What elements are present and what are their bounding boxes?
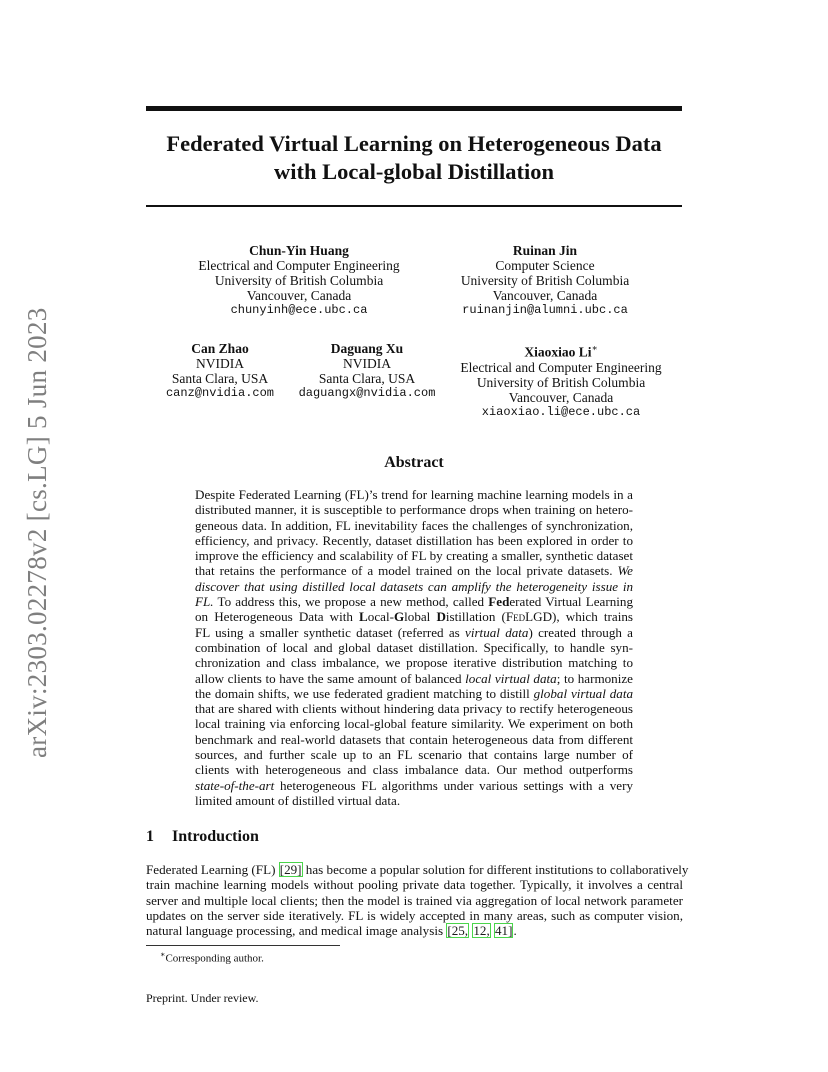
intro-line: server and multiple local clients; then the model is trained via aggregation of local network parameter xyxy=(146,892,683,908)
author-affiliation: University of British Columbia xyxy=(476,374,646,390)
author-name: Xiaoxiao Li∗ xyxy=(524,343,598,360)
author-location: Vancouver, Canada xyxy=(246,288,352,303)
author-affiliation: Electrical and Computer Engineering xyxy=(198,258,400,273)
author-affiliation: University of British Columbia xyxy=(214,273,384,288)
author-block-zhao xyxy=(160,341,280,401)
abstract-body xyxy=(195,487,633,808)
abstract-line: the domain shifts, we use federated gradient matching to distill global virtual data xyxy=(195,685,634,701)
abstract-line: that retains the performance of a model trained on the local private datasets. We xyxy=(195,563,633,579)
arxiv-identifier-stamp: arXiv:2303.02278v2 [cs.LG] 5 Jun 2023 xyxy=(22,307,52,758)
abstract-line: clients with heterogeneous and class imbalance data. Our method outperforms xyxy=(195,762,633,778)
footnote-mark: ∗ xyxy=(160,950,166,959)
abstract-line: FL using a smaller synthetic dataset (referred as virtual data) created through a xyxy=(195,624,633,640)
section-heading-introduction xyxy=(146,828,259,846)
introduction-paragraph xyxy=(146,862,689,939)
preprint-notice: Preprint. Under review. xyxy=(146,991,259,1005)
author-block-jin xyxy=(452,243,638,318)
abstract-line: on Heterogeneous Data with Local-Global Distillation (FedLGD), which trains xyxy=(195,609,633,625)
author-email: canz@nvidia.com xyxy=(165,386,275,400)
footnote: ∗Corresponding author. xyxy=(160,950,264,965)
abstract-line: discover that using distilled local datasets can amplify the heterogeneity issue in xyxy=(195,578,633,594)
abstract-heading: Abstract xyxy=(384,454,444,471)
author-block-huang xyxy=(198,243,400,318)
abstract-line: improve the efficiency and scalability of FL by creating a smaller, synthetic dataset xyxy=(195,548,633,564)
intro-line: updates on the server side iteratively. FL is widely accepted in many areas, such as computer vision, xyxy=(146,907,683,923)
citation-link[interactable]: [25, xyxy=(447,923,469,939)
section-title: Introduction xyxy=(172,828,259,845)
intro-line: train machine learning models without pooling private data together. Typically, it involves a central xyxy=(146,877,683,893)
abstract-line: combination of local and global dataset distillation. Specifically, to handle syn- xyxy=(195,639,633,655)
author-name: Daguang Xu xyxy=(330,341,404,356)
paper-title xyxy=(146,130,682,186)
abstract-line: FL. To address this, we propose a new method, called Federated Virtual Learning xyxy=(195,594,634,610)
author-name: Can Zhao xyxy=(191,341,249,356)
author-affiliation: Electrical and Computer Engineering xyxy=(460,359,662,375)
citation-link[interactable]: 41] xyxy=(495,923,513,939)
abstract-line: Despite Federated Learning (FL)’s trend for learning machine learning models in a xyxy=(195,487,633,502)
author-affiliation: University of British Columbia xyxy=(460,273,630,288)
author-location: Santa Clara, USA xyxy=(171,371,269,386)
author-email: chunyinh@ece.ubc.ca xyxy=(230,303,368,317)
author-block-xu xyxy=(295,341,439,401)
title-line-1: Federated Virtual Learning on Heterogeneous Data xyxy=(166,131,662,156)
abstract-line: state-of-the-art heterogeneous FL algorithms under various settings with a very xyxy=(195,777,633,793)
author-affiliation: NVIDIA xyxy=(343,356,391,371)
abstract-line: limited amount of distilled virtual data. xyxy=(195,792,401,808)
citation-link[interactable]: 12, xyxy=(473,923,490,939)
author-location: Santa Clara, USA xyxy=(318,371,416,386)
author-name: Chun-Yin Huang xyxy=(249,243,349,258)
corresponding-author-mark: ∗ xyxy=(591,343,598,353)
author-email: ruinanjin@alumni.ubc.ca xyxy=(462,303,628,317)
title-bottom-rule xyxy=(146,205,682,207)
title-line-2: with Local-global Distillation xyxy=(273,159,555,184)
abstract-line: benchmark and real-world datasets that contain heterogeneous data from different xyxy=(195,731,633,747)
author-location: Vancouver, Canada xyxy=(508,389,614,405)
intro-line: Federated Learning (FL) [29] has become a popular solution for different institutions to collaboratively xyxy=(146,862,689,877)
author-email: daguangx@nvidia.com xyxy=(298,386,436,400)
abstract-line: distributed manner, it is susceptible to performance drops when training on hetero- xyxy=(195,502,633,518)
abstract-line: that are shared with clients without hindering data privacy to rectify heterogeneous xyxy=(195,701,633,717)
abstract-line: chronization and class imbalance, we propose iterative distribution matching to xyxy=(195,655,633,671)
section-number: 1 xyxy=(146,828,154,845)
title-top-rule xyxy=(146,106,682,111)
abstract-line: efficiency, and privacy. Recently, dataset distillation has been explored in order to xyxy=(195,532,633,548)
author-block-li xyxy=(457,341,665,420)
author-name: Ruinan Jin xyxy=(512,243,578,258)
author-location: Vancouver, Canada xyxy=(492,288,598,303)
citation-link[interactable]: [29] xyxy=(279,862,302,877)
author-affiliation: Computer Science xyxy=(495,258,595,273)
footnote-rule xyxy=(146,945,340,946)
abstract-line: allow clients to have the same amount of balanced local virtual data; to harmonize xyxy=(195,670,633,686)
intro-line: natural language processing, and medical image analysis [25, 12, 41]. xyxy=(146,923,517,939)
abstract-line: geneous data. In addition, FL inevitability faces the challenges of synchronization, xyxy=(195,517,633,533)
abstract-line: local training via enforcing local-global feature similarity. We experiment on both xyxy=(195,716,633,732)
author-email: xiaoxiao.li@ece.ubc.ca xyxy=(481,404,641,419)
abstract-line: sources, and further scale up to an FL scenario that contains large number of xyxy=(195,747,633,763)
author-affiliation: NVIDIA xyxy=(196,356,244,371)
